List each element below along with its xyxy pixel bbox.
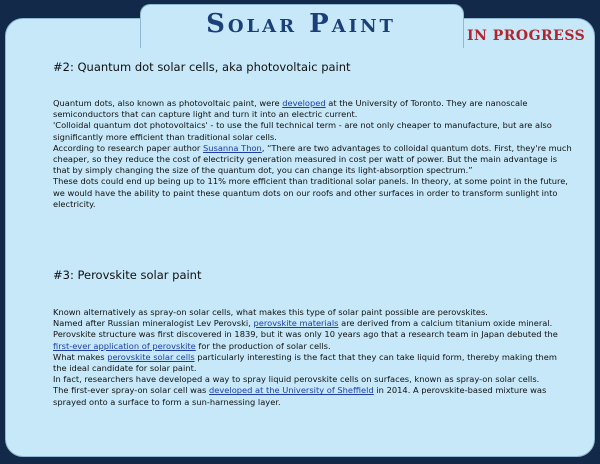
text: What makes [53,351,108,362]
text: for the production of solar cells. [195,340,331,351]
text: in 2014. A perovskite-based mixture was sprayed onto a surface to form a sun-harnessing layer. [53,385,547,407]
paragraph [53,318,573,352]
section-2-body [53,98,573,210]
paragraph [53,143,573,177]
text: , “There are two advantages to colloidal quantum dots. First, they're much cheaper, so they reduce the cost of electricity generation measured in cost per watt of power. But the main advantage is that by simply changing the size of the quantum dot, you can change its light-absorption spectrum.” [53,142,572,176]
text: Named after Russian mineralogist Lev Perovski, [53,318,254,329]
paragraph: These dots could end up being up to 11% more efficient than traditional solar panels. In theory, at some point in the future, we would have the ability to paint these quantum dots on our roofs and other surfaces in order to transform sunlight into electricity. [53,176,568,209]
paragraph: In fact, researchers have developed a way to spray liquid perovskite cells on surfaces, known as spray-on solar cells. [53,374,540,385]
text: at the University of Toronto. They are nanoscale semiconductors that can capture light and turn it into an electric current. [53,98,528,120]
paragraph: 'Colloidal quantum dot photovoltaics' - to use the full technical term - are not only cheaper to manufacture, but are also significantly more efficient than traditional solar cells. [53,120,552,142]
perovskite-materials-link[interactable]: perovskite materials [253,318,339,329]
susanna-thon-link[interactable]: Susanna Thon [202,142,262,153]
section-3-heading: #3: Perovskite solar paint [53,268,202,282]
university-sheffield-link[interactable]: developed at the University of Sheffield [209,385,374,396]
text: According to research paper author [53,142,203,153]
first-application-link[interactable]: first-ever application of perovskite [53,340,196,351]
page-title: Solar Paint [206,9,396,39]
paragraph [53,98,573,120]
paragraph [53,352,573,374]
status-badge: IN PROGRESS [467,28,586,44]
text: are derived from a calcium titanium oxide mineral. Perovskite structure was first discovered in 1839, but it was only 10 years ago that a research team in Japan debuted the [53,318,558,340]
text: The first-ever spray-on solar cell was [53,385,209,396]
text: Quantum dots, also known as photovoltaic paint, were [53,98,283,108]
paragraph: Known alternatively as spray-on solar cells, what makes this type of solar paint possible are perovskites. [53,307,488,317]
perovskite-solar-cells-link[interactable]: perovskite solar cells [107,351,195,362]
section-3-body [53,307,573,408]
paragraph [53,385,573,407]
text: particularly interesting is the fact that they can take liquid form, thereby making them the ideal candidate for solar paint. [53,351,557,374]
section-2-heading: #2: Quantum dot solar cells, aka photovoltaic paint [53,60,351,74]
developed-link[interactable]: developed [282,98,326,108]
